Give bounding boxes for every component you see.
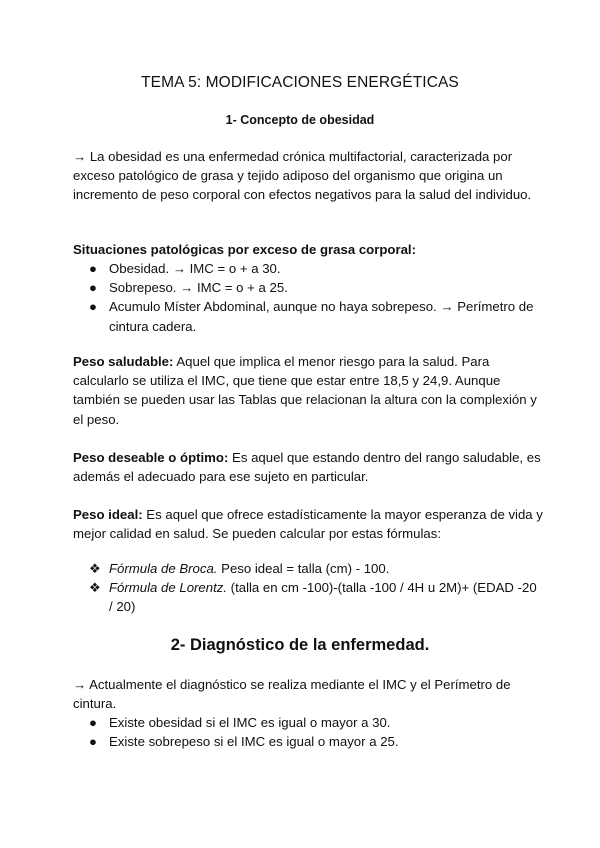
list-item: ● Existe obesidad si el IMC es igual o mayor a 30.	[73, 713, 543, 732]
bullet-dot-icon: ●	[89, 734, 97, 750]
formula-name: Fórmula de Lorentz.	[109, 580, 228, 596]
list-item: ● Acumulo Míster Abdominal, aunque no haya sobrepeso. → Perímetro de cintura cadera.	[89, 299, 534, 334]
peso-deseable-label: Peso deseable o óptimo:	[73, 450, 229, 465]
bullet-dot-icon: ●	[89, 715, 97, 730]
diagnosis-intro: → Actualmente el diagnóstico se realiza mediante el IMC y el Perímetro de cintura.	[73, 677, 511, 712]
section-2-heading: 2- Diagnóstico de la enfermedad.	[170, 636, 430, 654]
situations-list	[73, 259, 543, 336]
bullet-dot-icon: ●	[89, 299, 97, 315]
peso-deseable-paragraph	[73, 448, 543, 486]
list-item: ❖ Fórmula de Lorentz. (talla en cm -100)-(talla -100 / 4H u 2M)+ (EDAD -20 / 20)	[89, 580, 537, 615]
peso-deseable-text: Es aquel que estando dentro del rango saludable, es además el adecuado para ese sujeto en particular.	[73, 450, 541, 485]
situations-label	[73, 240, 543, 259]
peso-saludable-label: Peso saludable:	[73, 354, 174, 369]
list-item: ❖ Fórmula de Broca. Peso ideal = talla (cm) - 100.	[73, 559, 543, 578]
bullet-dot-icon: ●	[89, 280, 97, 296]
bullet-dot-icon: ●	[89, 261, 97, 276]
list-item: ● Sobrepeso. → IMC = o + a 25.	[73, 278, 543, 297]
bullet-diamond-icon: ❖	[89, 561, 101, 576]
formulas-list	[73, 559, 543, 617]
formula-name: Fórmula de Broca.	[109, 561, 218, 576]
bullet-diamond-icon: ❖	[89, 580, 101, 596]
section-1-heading: 1- Concepto de obesidad	[225, 113, 375, 127]
peso-ideal-paragraph	[73, 505, 543, 543]
situations-label-text: Situaciones patológicas por exceso de grasa corporal:	[73, 242, 416, 257]
diagnosis-list	[73, 713, 543, 751]
list-item: ● Existe sobrepeso si el IMC es igual o mayor a 25.	[73, 732, 543, 751]
peso-saludable-paragraph	[73, 352, 543, 429]
peso-ideal-label: Peso ideal:	[73, 507, 143, 522]
peso-saludable-text: Aquel que implica el menor riesgo para la salud. Para calcularlo se utiliza el IMC, que tiene que estar entre 18,5 y 24,9. Aunque también se pueden usar las Tablas que relacionan la altura con la complexión y el peso.	[73, 354, 537, 427]
list-item: ● Obesidad. → IMC = o + a 30.	[73, 259, 543, 278]
page-title: TEMA 5: MODIFICACIONES ENERGÉTICAS	[141, 74, 459, 91]
obesity-definition: → La obesidad es una enfermedad crónica multifactorial, caracterizada por exceso patológico de grasa y tejido adiposo del organismo que origina un incremento de peso corporal con efectos negativos para la salud del individuo.	[73, 149, 532, 203]
peso-ideal-text: Es aquel que ofrece estadísticamente la mayor esperanza de vida y mejor calidad en salud. Se pueden calcular por estas fórmulas:	[73, 507, 543, 542]
